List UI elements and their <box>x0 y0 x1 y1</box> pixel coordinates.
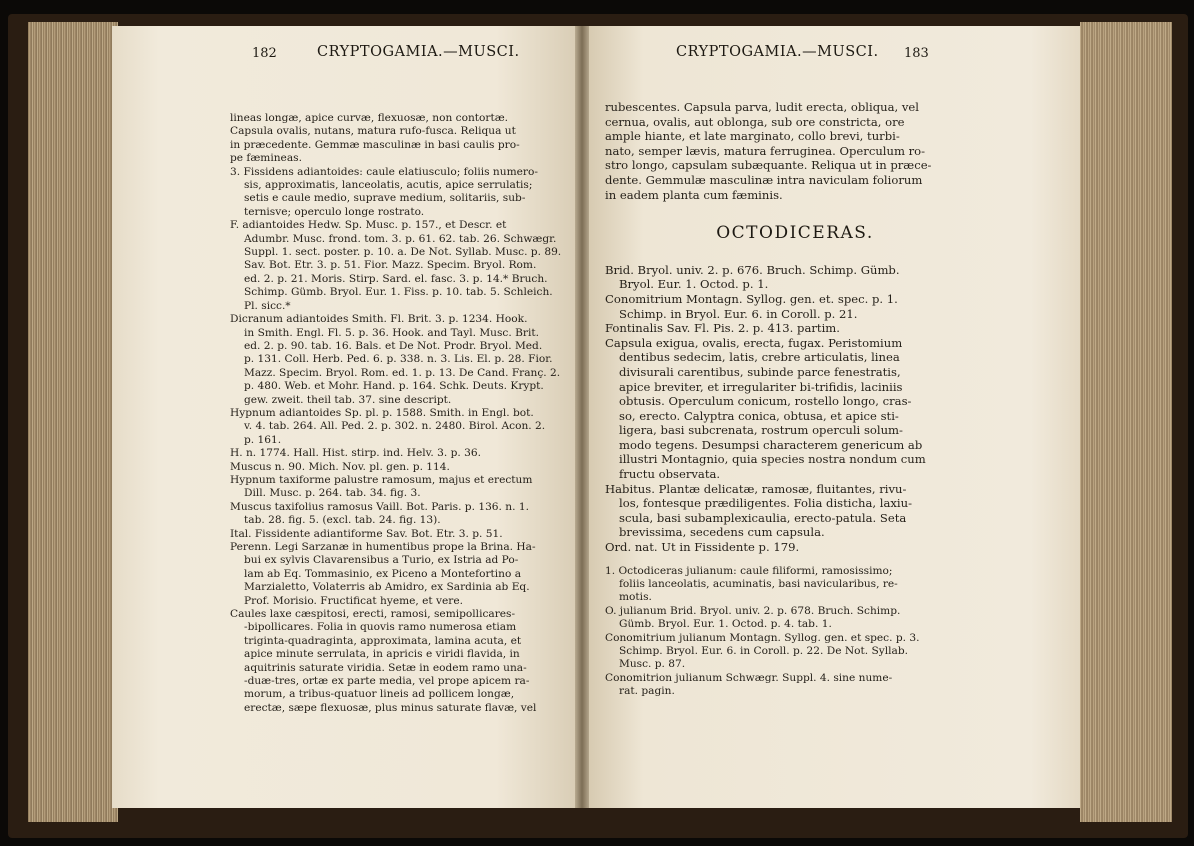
text-line: ligera, basi subcrenata, rostrum operculi solum- <box>619 423 903 438</box>
text-line: Capsula ovalis, nutans, matura rufo-fusca. Reliqua ut <box>230 125 516 138</box>
text-line: triginta-quadraginta, approximata, lamina acuta, et <box>244 634 522 647</box>
right-text-column <box>605 100 985 699</box>
text-line: Marzialetto, Volaterris ab Amidro, ex Sardinia ab Eq. <box>244 581 530 594</box>
text-line: Conomitrion julianum Schwægr. Suppl. 4. sine nume- <box>605 671 893 684</box>
book-gutter <box>575 26 589 808</box>
text-line: in eadem planta cum fæminis. <box>605 187 783 202</box>
text-line: nato, semper lævis, matura ferruginea. Operculum ro- <box>605 143 926 158</box>
text-line: tab. 28. fig. 5. (excl. tab. 24. fig. 13). <box>244 514 441 527</box>
text-line: Dill. Musc. p. 264. tab. 34. fig. 3. <box>244 487 421 500</box>
text-line: Schimp. in Bryol. Eur. 6. in Coroll. p. 21. <box>619 306 858 321</box>
text-line: Capsula exigua, ovalis, erecta, fugax. Peristomium <box>605 335 903 350</box>
text-line: Sav. Bot. Etr. 3. p. 51. Fior. Mazz. Specim. Bryol. Rom. <box>244 259 537 272</box>
text-line: illustri Montagnio, quia species nostra nondum cum <box>619 452 926 467</box>
text-line: Conomitrium julianum Montagn. Syllog. gen. et spec. p. 3. <box>605 631 920 644</box>
text-line: ed. 2. p. 21. Moris. Stirp. Sard. el. fasc. 3. p. 14.* Bruch. <box>244 272 548 285</box>
text-line: divisurali carentibus, subinde parce fenestratis, <box>619 364 901 379</box>
text-line: stro longo, capsulam subæquante. Reliqua ut in præce- <box>605 158 932 173</box>
text-line: Dicranum adiantoides Smith. Fl. Brit. 3. p. 1234. Hook. <box>230 313 528 326</box>
text-line: v. 4. tab. 264. All. Ped. 2. p. 302. n. 2480. Birol. Acon. 2. <box>244 420 546 433</box>
left-page-number: 182 <box>252 46 277 61</box>
text-line: -duæ-tres, ortæ ex parte media, vel prope apicem ra- <box>244 675 530 688</box>
text-line: cernua, ovalis, aut oblonga, sub ore constricta, ore <box>605 114 905 129</box>
text-line: 1. Octodiceras julianum: caule filiformi, ramosissimo; <box>605 564 893 577</box>
text-line: dentibus sedecim, latis, crebre articulatis, linea <box>619 350 900 365</box>
text-line: Musc. p. 87. <box>619 658 686 671</box>
text-line: rat. pagin. <box>619 685 675 698</box>
text-line: apice breviter, et irregulariter bi-trifidis, laciniis <box>619 379 903 394</box>
right-running-title: CRYPTOGAMIA.—MUSCI. <box>676 44 879 60</box>
right-page-number: 183 <box>904 46 929 61</box>
left-running-head <box>112 44 580 70</box>
text-line: p. 161. <box>244 433 282 446</box>
text-line: in præcedente. Gemmæ masculinæ in basi caulis pro- <box>230 138 520 151</box>
text-line: bui ex sylvis Clavarensibus a Turio, ex Istria ad Po- <box>244 554 519 567</box>
text-line: Muscus n. 90. Mich. Nov. pl. gen. p. 114. <box>230 460 450 473</box>
text-line: modo tegens. Desumpsi characterem genericum ab <box>619 437 923 452</box>
text-line: dente. Gemmulæ masculinæ intra naviculam foliorum <box>605 172 923 187</box>
text-line: H. n. 1774. Hall. Hist. stirp. ind. Helv. 3. p. 36. <box>230 447 481 460</box>
text-line: setis e caule medio, suprave medium, solitariis, sub- <box>244 192 526 205</box>
text-line: Bryol. Eur. 1. Octod. p. 1. <box>619 277 769 292</box>
text-line: Schimp. Bryol. Eur. 6. in Coroll. p. 22. De Not. Syllab. <box>619 645 908 658</box>
text-line: gew. zweit. theil tab. 37. sine descript. <box>244 393 452 406</box>
text-line: ed. 2. p. 90. tab. 16. Bals. et De Not. Prodr. Bryol. Med. <box>244 339 543 352</box>
text-line: brevissima, secedens cum capsula. <box>619 525 825 540</box>
text-line: fructu observata. <box>619 467 721 482</box>
left-running-title: CRYPTOGAMIA.—MUSCI. <box>317 44 520 60</box>
text-line: aquitrinis saturate viridia. Setæ in eodem ramo una- <box>244 661 527 674</box>
text-line: rubescentes. Capsula parva, ludit erecta, obliqua, vel <box>605 100 919 114</box>
text-line: Habitus. Plantæ delicatæ, ramosæ, fluitantes, rivu- <box>605 481 907 496</box>
text-line: p. 131. Coll. Herb. Ped. 6. p. 338. n. 3. Lis. El. p. 28. Fior. <box>244 353 553 366</box>
text-line: Mazz. Specim. Bryol. Rom. ed. 1. p. 13. De Cand. Franç. 2. <box>244 366 561 379</box>
text-line: Conomitrium Montagn. Syllog. gen. et. spec. p. 1. <box>605 291 898 306</box>
text-line: pe fæmineas. <box>230 152 302 165</box>
text-line: Caules laxe cæspitosi, erecti, ramosi, semipollicares- <box>230 608 516 621</box>
text-line: Hypnum adiantoides Sp. pl. p. 1588. Smith. in Engl. bot. <box>230 406 534 419</box>
text-line: so, erecto. Calyptra conica, obtusa, et apice sti- <box>619 408 899 423</box>
left-page-edges <box>28 22 118 822</box>
text-line: Schimp. Gümb. Bryol. Eur. 1. Fiss. p. 10. tab. 5. Schleich. <box>244 286 553 299</box>
text-line: ternisve; operculo longe rostrato. <box>244 205 425 218</box>
text-line: in Smith. Engl. Fl. 5. p. 36. Hook. and Tayl. Musc. Brit. <box>244 326 539 339</box>
text-line: los, fontesque prædiligentes. Folia disticha, laxiu- <box>619 496 912 511</box>
text-line: obtusis. Operculum conicum, rostello longo, cras- <box>619 394 912 409</box>
right-page-edges <box>1080 22 1172 822</box>
text-line: sis, approximatis, lanceolatis, acutis, apice serrulatis; <box>244 179 533 192</box>
text-line: erectæ, sæpe flexuosæ, plus minus saturate flavæ, vel <box>244 701 537 714</box>
left-text-column <box>230 112 560 715</box>
text-line: p. 480. Web. et Mohr. Hand. p. 164. Schk. Deuts. Krypt. <box>244 380 544 393</box>
text-line: -bipollicares. Folia in quovis ramo numerosa etiam <box>244 621 517 634</box>
text-line: Prof. Morisio. Fructificat hyeme, et vere. <box>244 594 464 607</box>
text-line: Adumbr. Musc. frond. tom. 3. p. 61. 62. tab. 26. Schwægr. <box>244 232 557 245</box>
text-line: scula, basi subamplexicaulia, erecto-patula. Seta <box>619 510 907 525</box>
right-running-head <box>584 44 1080 70</box>
text-line: ample hiante, et late marginato, collo brevi, turbi- <box>605 129 900 144</box>
text-line: lineas longæ, apice curvæ, flexuosæ, non contortæ. <box>230 112 509 124</box>
text-line: 3. Fissidens adiantoides: caule elatiusculo; foliis numero- <box>230 165 538 178</box>
text-line: foliis lanceolatis, acuminatis, basi navicularibus, re- <box>619 578 898 591</box>
text-line: O. julianum Brid. Bryol. univ. 2. p. 678. Bruch. Schimp. <box>605 604 901 617</box>
text-line: morum, a tribus-quatuor lineis ad pollicem longæ, <box>244 688 515 701</box>
text-line: F. adiantoides Hedw. Sp. Musc. p. 157., et Descr. et <box>230 219 507 232</box>
text-line: Ital. Fissidente adiantiforme Sav. Bot. Etr. 3. p. 51. <box>230 527 503 540</box>
text-line: Gümb. Bryol. Eur. 1. Octod. p. 4. tab. 1. <box>619 618 832 631</box>
text-line: Hypnum taxiforme palustre ramosum, majus et erectum <box>230 473 533 486</box>
text-line: Suppl. 1. sect. poster. p. 10. a. De Not. Syllab. Musc. p. 89. <box>244 246 562 259</box>
text-line: Fontinalis Sav. Fl. Pis. 2. p. 413. partim. <box>605 321 840 336</box>
text-line: Pl. sicc.* <box>244 299 291 312</box>
text-line: apice minute serrulata, in apricis e viridi flavida, in <box>244 648 520 661</box>
text-line: Brid. Bryol. univ. 2. p. 676. Bruch. Schimp. Gümb. <box>605 262 900 277</box>
text-line: Perenn. Legi Sarzanæ in humentibus prope la Brina. Ha- <box>230 541 536 553</box>
text-line: motis. <box>619 591 652 604</box>
text-line: Muscus taxifolius ramosus Vaill. Bot. Paris. p. 136. n. 1. <box>230 500 529 513</box>
text-line: Ord. nat. Ut in Fissidente p. 179. <box>605 540 800 555</box>
section-title: OCTODICERAS. <box>716 223 874 244</box>
text-line: lam ab Eq. Tommasinio, ex Piceno a Montefortino a <box>244 567 522 580</box>
